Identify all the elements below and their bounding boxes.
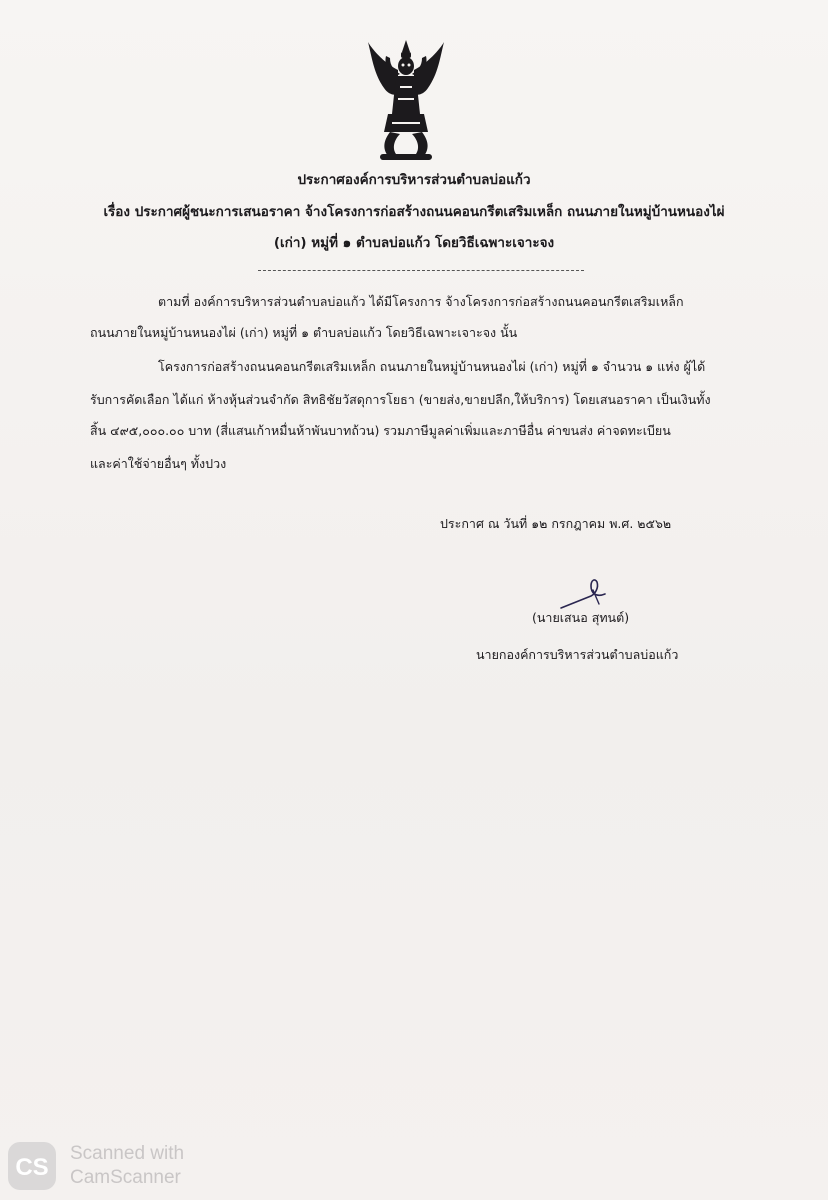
announcement-subject-line-1: เรื่อง ประกาศผู้ชนะการเสนอราคา จ้างโครงการก่อสร้างถนนคอนกรีตเสริมเหล็ก ถนนภายในหมู่บ้านหนองไผ่ — [103, 204, 725, 220]
garuda-emblem-icon — [362, 36, 450, 164]
dashed-divider — [258, 270, 584, 271]
announcement-subject-line-2: (เก่า) หมู่ที่ ๑ ตำบลบ่อแก้ว โดยวิธีเฉพาะเจาะจง — [273, 235, 555, 251]
announcement-date: ประกาศ ณ วันที่ ๑๒ กรกฎาคม พ.ศ. ๒๕๖๒ — [440, 516, 672, 531]
paragraph-2-line-2: รับการคัดเลือก ได้แก่ ห้างหุ้นส่วนจำกัด สิทธิชัยวัสดุการโยธา (ขายส่ง,ขายปลีก,ให้บริการ) โดยเสนอราคา เป็นเงินทั้ง — [90, 392, 711, 407]
camscanner-caption-line-1: Scanned with — [70, 1143, 185, 1164]
paragraph-2-line-1: โครงการก่อสร้างถนนคอนกรีตเสริมเหล็ก ถนนภายในหมู่บ้านหนองไผ่ (เก่า) หมู่ที่ ๑ จำนวน ๑ แห่ง ผู้ได้ — [158, 359, 706, 374]
announcement-issuer: ประกาศองค์การบริหารส่วนตำบลบ่อแก้ว — [297, 172, 531, 188]
paragraph-1-line-2: ถนนภายในหมู่บ้านหนองไผ่ (เก่า) หมู่ที่ ๑ ตำบลบ่อแก้ว โดยวิธีเฉพาะเจาะจง นั้น — [90, 325, 518, 340]
camscanner-caption-line-2: CamScanner — [70, 1167, 181, 1188]
cs-badge-glyph — [8, 1142, 56, 1190]
signatory-name: (นายเสนอ สุทนต์) — [532, 610, 630, 625]
paragraph-2-line-4: และค่าใช้จ่ายอื่นๆ ทั้งปวง — [90, 456, 227, 471]
camscanner-watermark — [8, 1140, 248, 1196]
paragraph-2-line-3: สิ้น ๔๙๕,๐๐๐.๐๐ บาท (สี่แสนเก้าหมื่นห้าพันบาทถ้วน) รวมภาษีมูลค่าเพิ่มและภาษีอื่น ค่าขนส่ง ค่าจดทะเบียน — [90, 423, 671, 438]
camscanner-logo-icon — [8, 1142, 56, 1190]
cs-badge-text: CS — [15, 1154, 49, 1181]
paragraph-1-line-1: ตามที่ องค์การบริหารส่วนตำบลบ่อแก้ว ได้มีโครงการ จ้างโครงการก่อสร้างถนนคอนกรีตเสริมเหล็ก — [158, 294, 684, 309]
signatory-position: นายกองค์การบริหารส่วนตำบลบ่อแก้ว — [476, 647, 679, 662]
camscanner-caption — [70, 1142, 184, 1190]
